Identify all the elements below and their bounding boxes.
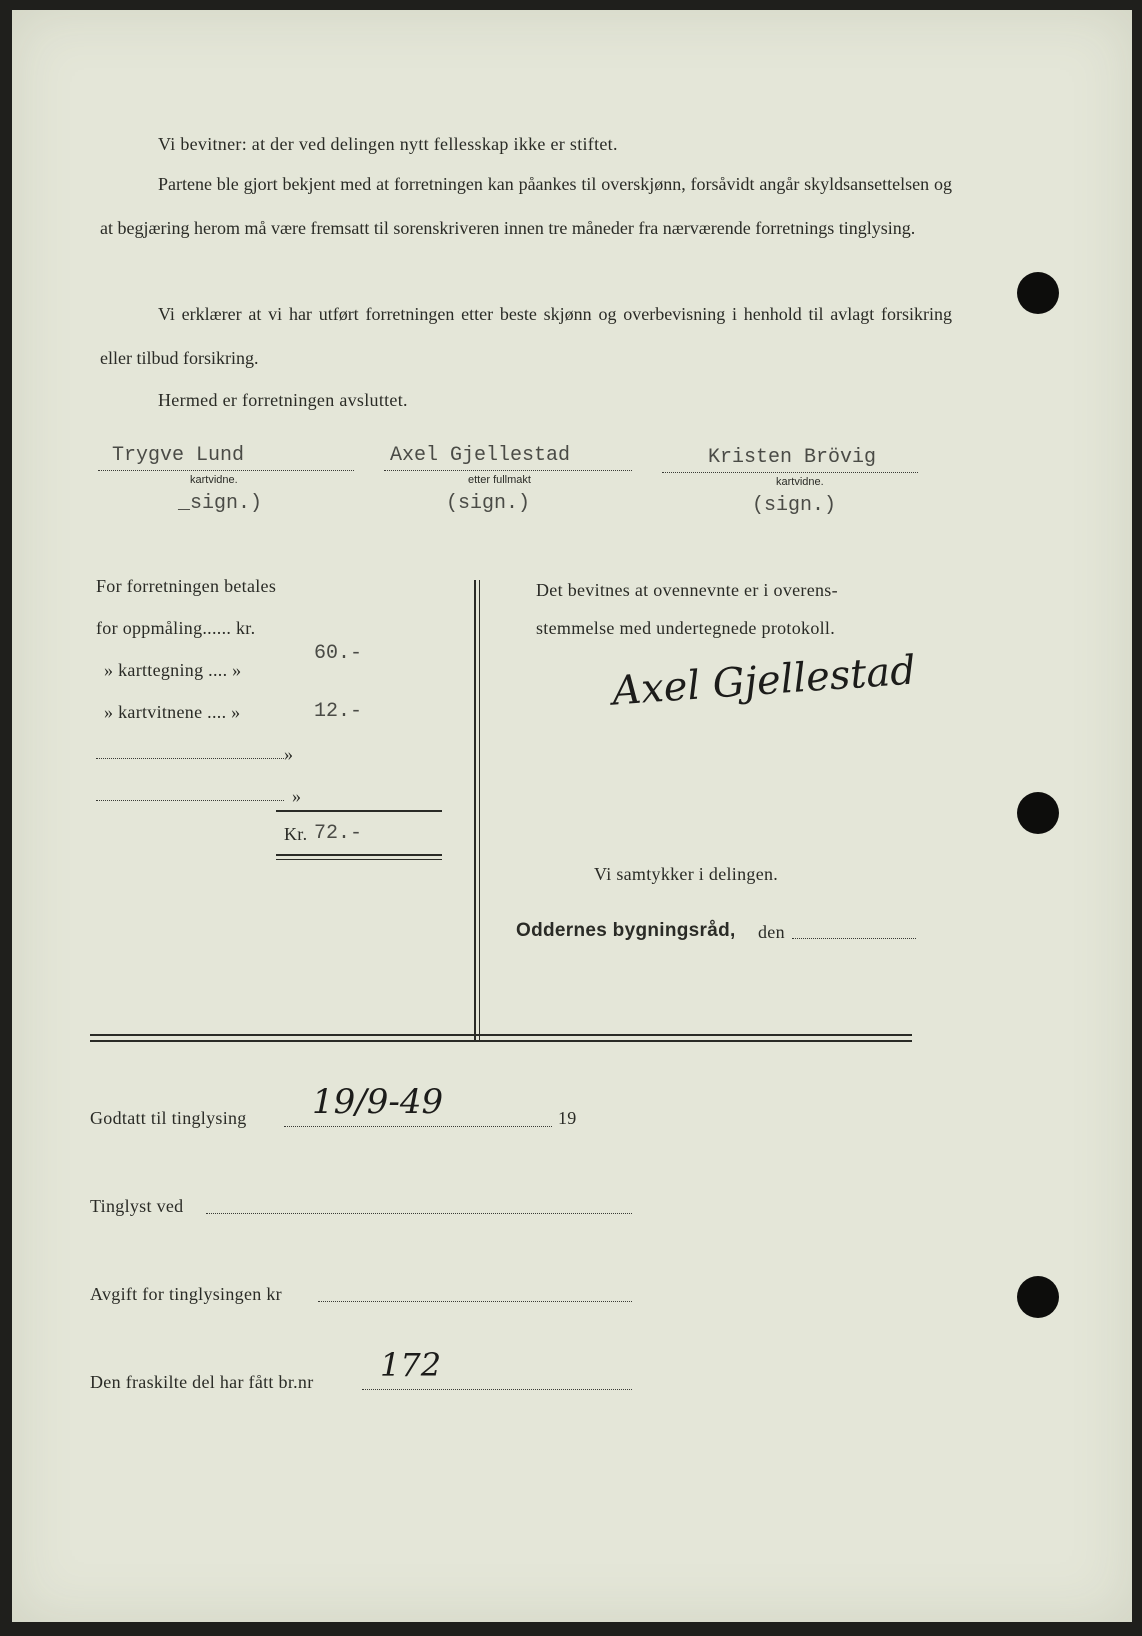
council-date-label: den (758, 922, 785, 942)
intro-paragraph-2-text: Partene ble gjort bekjent med at forretningen kan påankes til overskjønn, forsåvidt angår skyldsansettelsen og at begjæring herom må være fremsatt til sorenskriveren innen tre måneder fra nærværende forretnings tinglysing. (100, 174, 952, 238)
column-divider-b (479, 580, 480, 1042)
fees-sum-rule (276, 810, 442, 812)
intro-line-4: Hermed er forretningen avsluttet. (158, 390, 408, 410)
intro-paragraph-2 (100, 162, 952, 250)
handwritten-signature: Axel Gjellestad (610, 647, 918, 715)
approved-date-handwritten: 19/9-49 (312, 1082, 444, 1122)
section-rule-a (90, 1034, 912, 1036)
signature-name-3: Kristen Brövig (708, 446, 877, 469)
brnr-line (362, 1389, 632, 1390)
registered-label: Tinglyst ved (90, 1196, 184, 1216)
fee-line (318, 1301, 632, 1302)
fee-label: Avgift for tinglysingen kr (90, 1284, 282, 1304)
fees-value-kartvitnene: 12.- (314, 700, 363, 723)
signature-name-2: Axel Gjellestad (390, 444, 571, 467)
approved-year-prefix: 19 (558, 1108, 577, 1128)
signature-sign-2: (sign.) (446, 492, 531, 515)
intro-paragraph-3 (100, 292, 952, 380)
signature-line-2 (384, 470, 632, 471)
fees-row-oppmaling: for oppmåling...... kr. (96, 618, 256, 638)
brnr-handwritten: 172 (380, 1346, 442, 1384)
signature-sign-3: (sign.) (752, 494, 837, 517)
fees-blank-mark-1: » (284, 744, 294, 764)
fees-total-double-rule-b (276, 859, 442, 860)
fees-total-label: Kr. (284, 824, 308, 844)
signature-sign-1: _sign.) (178, 492, 263, 515)
intro-line-1: Vi bevitner: at der ved delingen nytt fellesskap ikke er stiftet. (158, 134, 618, 154)
signature-line-1 (98, 470, 354, 471)
section-rule-b (90, 1040, 912, 1042)
document-page (12, 10, 1132, 1622)
punch-hole-middle (1017, 792, 1059, 834)
brnr-label: Den fraskilte del har fått br.nr (90, 1372, 314, 1392)
fees-heading: For forretningen betales (96, 576, 277, 596)
certification-line-1: Det bevitnes at ovennevnte er i overens- (536, 580, 838, 600)
certification-line-2: stemmelse med undertegnede protokoll. (536, 618, 836, 638)
fees-row-kartvitnene: » kartvitnene .... » (104, 702, 241, 722)
council-name: Oddernes bygningsråd, (516, 920, 736, 941)
column-divider (474, 580, 476, 1042)
fees-blank-line-1 (96, 758, 284, 759)
council-date-line (792, 938, 916, 939)
approved-date-line (284, 1126, 552, 1127)
signature-role-1: kartvidne. (190, 474, 238, 486)
registered-line (206, 1213, 632, 1214)
fees-value-karttegning: 60.- (314, 642, 363, 665)
fees-total-double-rule-a (276, 854, 442, 856)
signature-name-1: Trygve Lund (112, 444, 245, 467)
punch-hole-top (1017, 272, 1059, 314)
signature-line-3 (662, 472, 918, 473)
fees-row-karttegning: » karttegning .... » (104, 660, 242, 680)
punch-hole-bottom (1017, 1276, 1059, 1318)
consent-text: Vi samtykker i delingen. (594, 864, 779, 884)
approved-label: Godtatt til tinglysing (90, 1108, 247, 1128)
fees-blank-mark-2: » (292, 786, 302, 806)
signature-role-3: kartvidne. (776, 476, 824, 488)
fees-blank-line-2 (96, 800, 284, 801)
signature-role-2: etter fullmakt (468, 474, 531, 486)
fees-total-value: 72.- (314, 822, 363, 845)
intro-paragraph-3-text: Vi erklærer at vi har utført forretningen etter beste skjønn og overbevisning i henhold til avlagt forsikring eller tilbud forsikring. (100, 304, 952, 368)
